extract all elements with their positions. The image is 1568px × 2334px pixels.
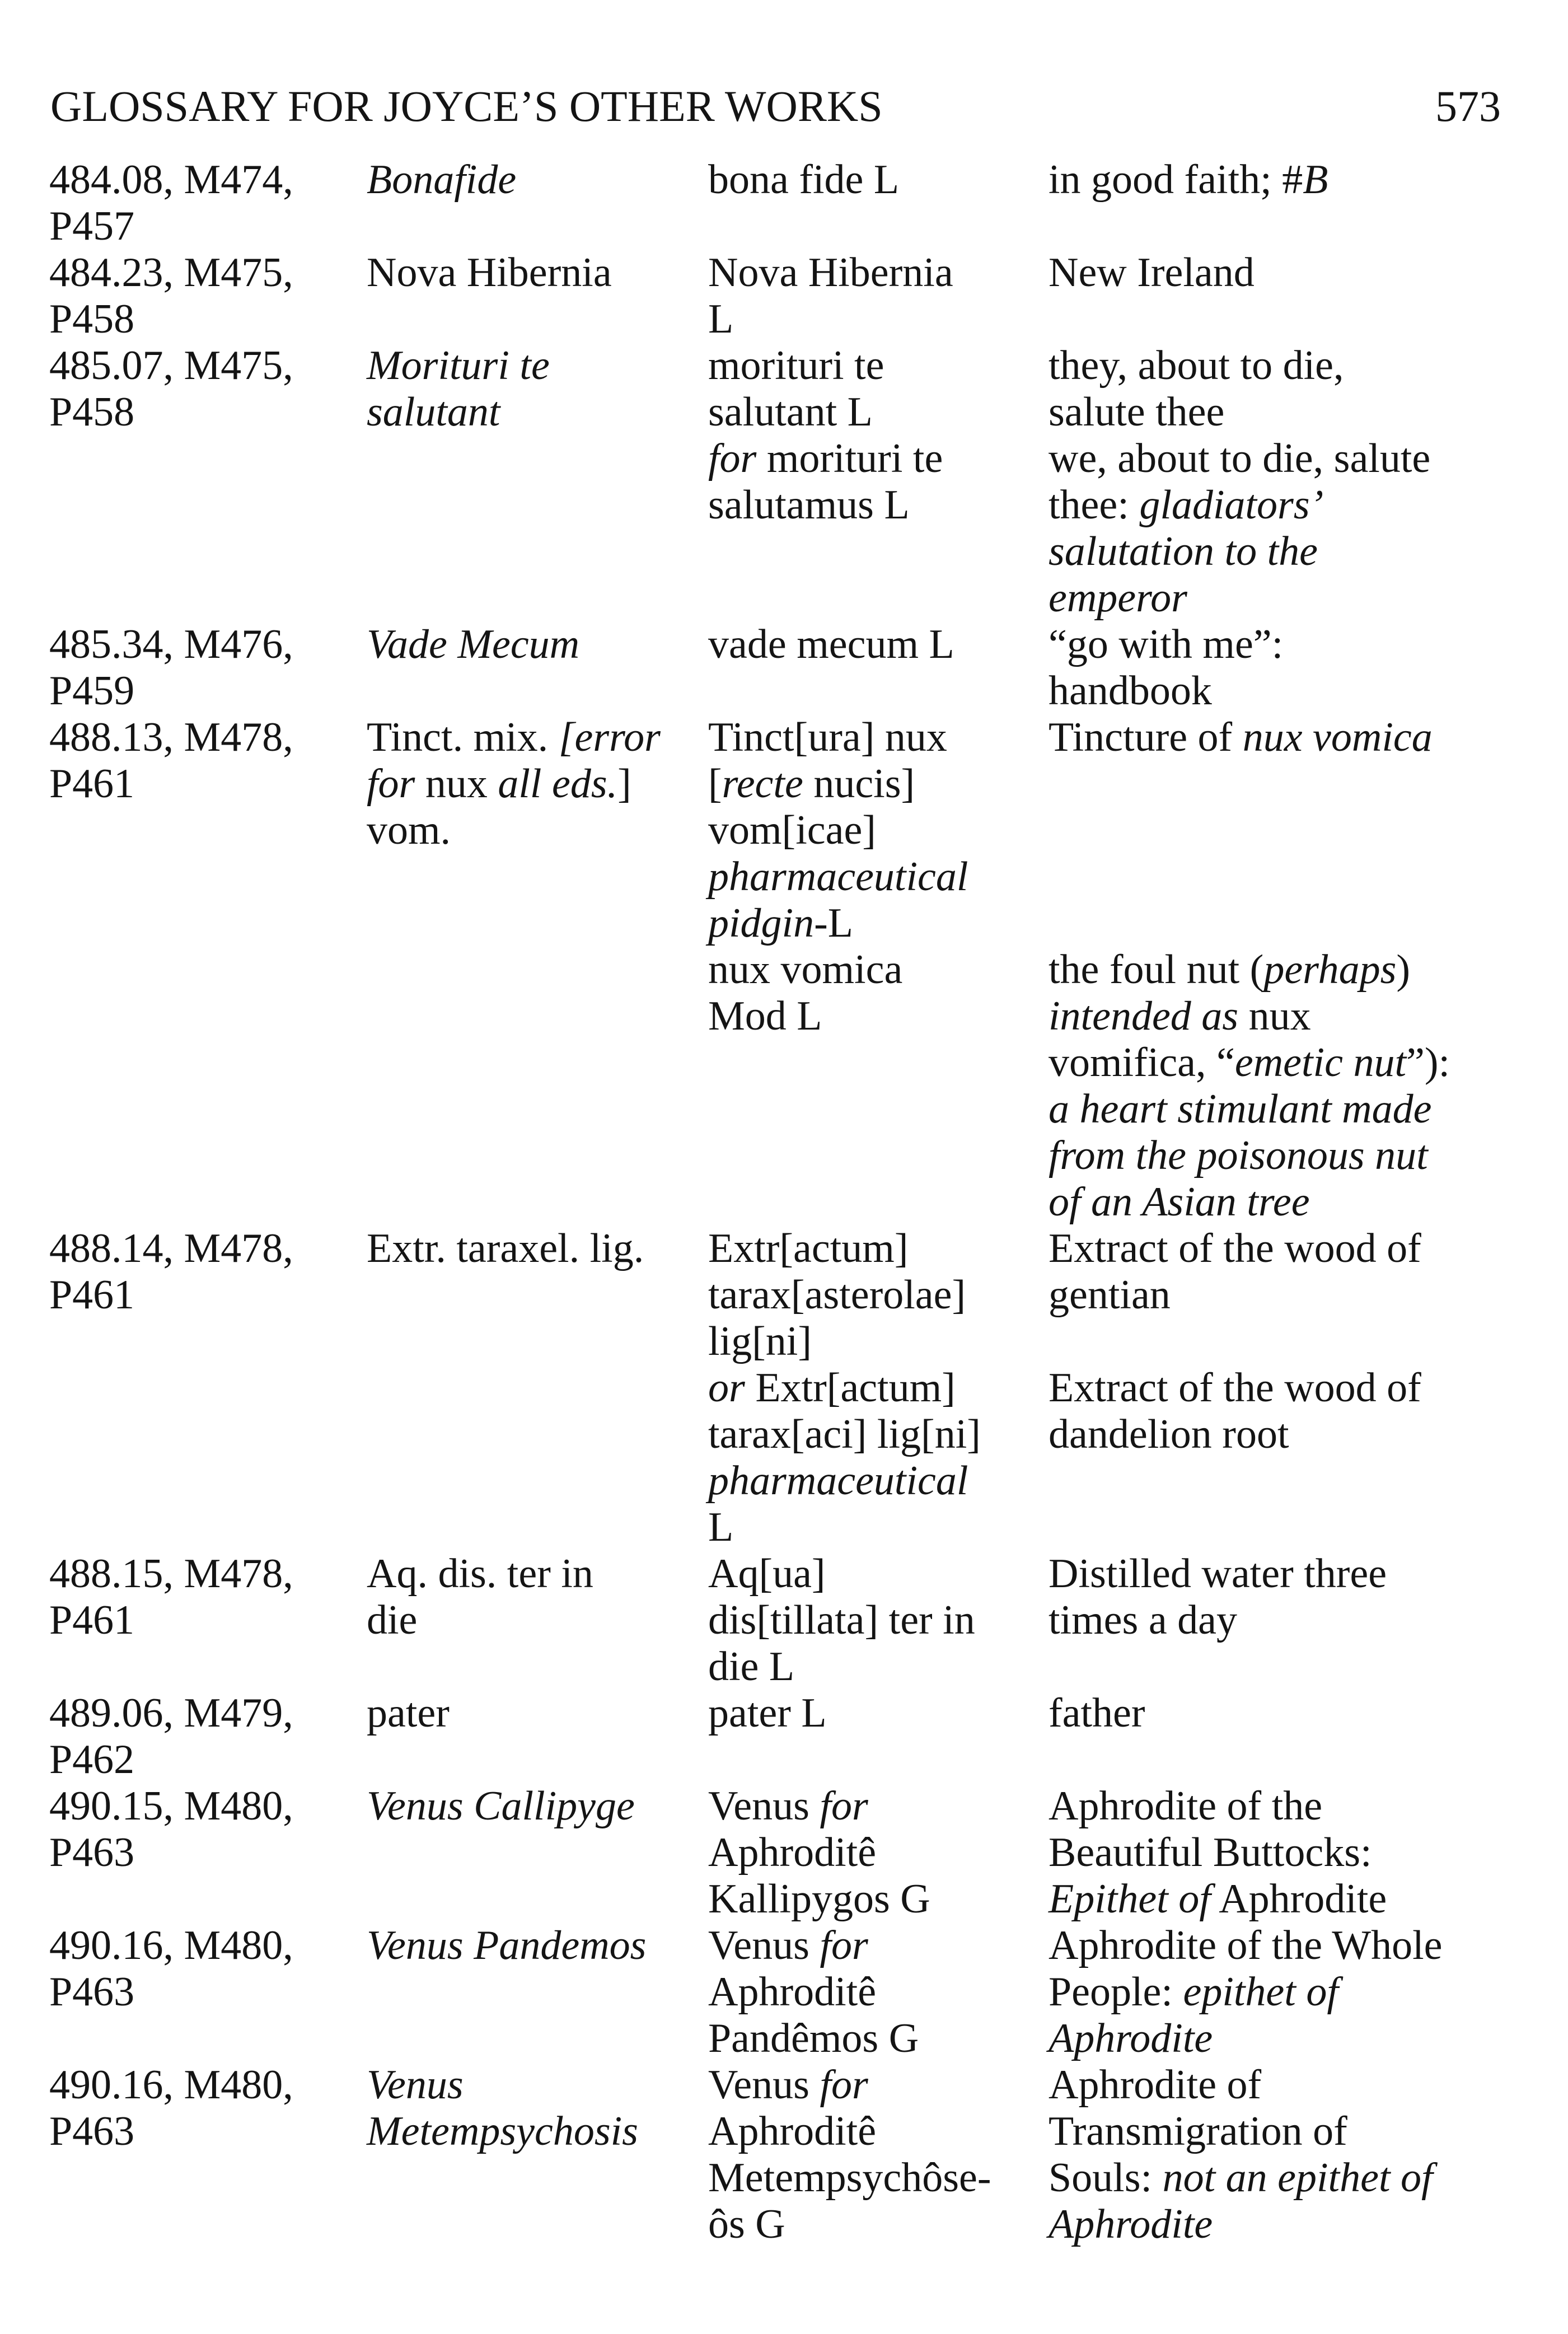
entry-reference: 489.06, M479, P462 xyxy=(49,1690,293,1783)
entry-reference: 484.23, M475, P458 xyxy=(49,250,293,342)
entry-term: Tinct. mix. [error for nux all eds.] vom. xyxy=(367,714,661,853)
entry-term: Extr. taraxel. lig. xyxy=(367,1226,644,1271)
entry-source: Nova Hibernia L xyxy=(708,250,953,342)
entry-source: Venus for Aphroditê Metempsychôse- ôs G xyxy=(708,2062,991,2247)
entry-source: morituri te salutant L for morituri te salutamus L xyxy=(708,343,943,528)
entry-source: pater L xyxy=(708,1690,827,1736)
entry-term: Nova Hibernia xyxy=(367,250,612,296)
entry-term: Venus Callipyge xyxy=(367,1783,635,1829)
entry-meaning: they, about to die, salute thee we, about to die, salute thee: gladiators’ salutation to the emperor xyxy=(1049,343,1431,621)
entry-term: Vade Mecum xyxy=(367,621,580,667)
entry-term: Morituri te salutant xyxy=(367,343,550,435)
entry-term: Venus Metempsychosis xyxy=(367,2062,638,2154)
entry-reference: 484.08, M474, P457 xyxy=(49,157,293,249)
entry-reference: 490.16, M480, P463 xyxy=(49,1923,293,2015)
page-number: 573 xyxy=(1435,82,1501,130)
entry-meaning: Aphrodite of the Beautiful Buttocks: Epithet of Aphrodite xyxy=(1049,1783,1387,1922)
entry-meaning: Tincture of nux vomica the foul nut (perhaps) intended as nux vomifica, “emetic nut”): a heart stimulant made from the poisonous nut of an Asian tree xyxy=(1049,714,1450,1225)
entry-meaning: father xyxy=(1049,1690,1145,1736)
entry-source: bona fide L xyxy=(708,157,900,203)
entry-meaning: Distilled water three times a day xyxy=(1049,1551,1387,1643)
entry-source: Aq[ua] dis[tillata] ter in die L xyxy=(708,1551,975,1690)
entry-source: Tinct[ura] nux [recte nucis] vom[icae] pharmaceutical pidgin-L nux vomica Mod L xyxy=(708,714,968,1039)
header-title: GLOSSARY FOR JOYCE’S OTHER WORKS xyxy=(50,82,883,130)
entry-meaning: Aphrodite of Transmigration of Souls: not an epithet of Aphrodite xyxy=(1049,2062,1433,2247)
running-header xyxy=(50,78,1501,134)
entry-meaning: “go with me”: handbook xyxy=(1049,621,1284,714)
entry-term: pater xyxy=(367,1690,450,1736)
entry-reference: 485.34, M476, P459 xyxy=(49,621,293,714)
entry-reference: 488.14, M478, P461 xyxy=(49,1226,293,1318)
entry-term: Aq. dis. ter in die xyxy=(367,1551,593,1643)
entry-meaning: Aphrodite of the Whole People: epithet of Aphrodite xyxy=(1049,1923,1443,2061)
entry-source: Extr[actum] tarax[asterolae] lig[ni] or Extr[actum] tarax[aci] lig[ni] pharmaceutical L xyxy=(708,1226,981,1550)
entry-meaning: in good faith; #B xyxy=(1049,157,1328,203)
entry-term: Bonafide xyxy=(367,157,517,203)
entry-meaning: Extract of the wood of gentian Extract of the wood of dandelion root xyxy=(1049,1226,1421,1457)
entry-term: Venus Pandemos xyxy=(367,1923,647,1968)
entry-source: vade mecum L xyxy=(708,621,954,667)
entry-reference: 488.13, M478, P461 xyxy=(49,714,293,807)
entry-source: Venus for Aphroditê Kallipygos G xyxy=(708,1783,930,1922)
entry-reference: 490.15, M480, P463 xyxy=(49,1783,293,1875)
entry-meaning: New Ireland xyxy=(1049,250,1255,296)
entry-source: Venus for Aphroditê Pandêmos G xyxy=(708,1923,919,2061)
entry-reference: 485.07, M475, P458 xyxy=(49,343,293,435)
entry-reference: 490.16, M480, P463 xyxy=(49,2062,293,2154)
entry-reference: 488.15, M478, P461 xyxy=(49,1551,293,1643)
